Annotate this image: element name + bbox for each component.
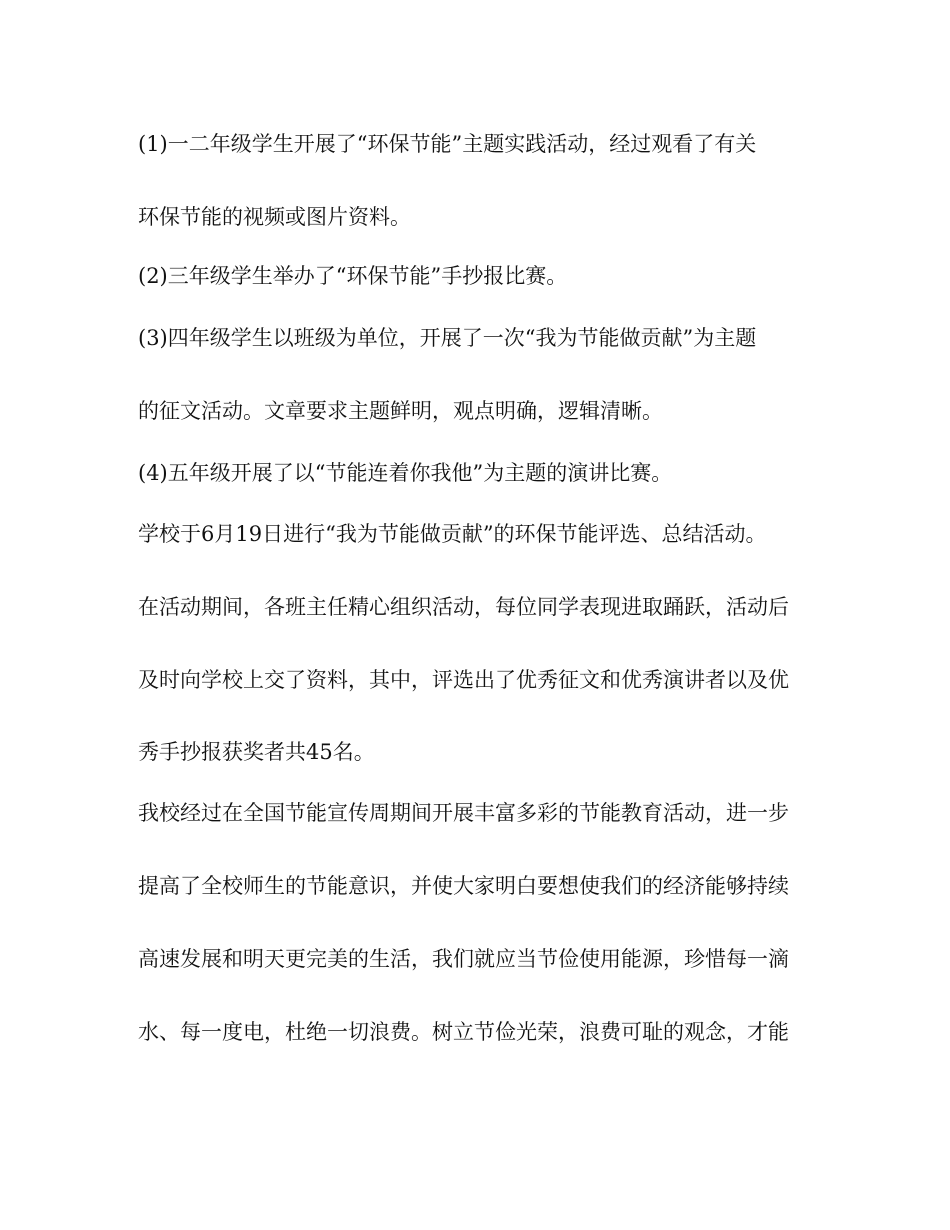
paragraph-line: (2)三年级学生举办了“环保节能”手抄报比赛。: [138, 264, 568, 288]
paragraph-line: (4)五年级开展了以“节能连着你我他”为主题的演讲比赛。: [138, 461, 673, 485]
paragraph-line: (1)一二年级学生开展了“环保节能”主题实践活动，经过观看了有关: [138, 132, 757, 156]
paragraph-line: 秀手抄报获奖者共45名。: [138, 740, 375, 764]
paragraph-line: 及时向学校上交了资料，其中，评选出了优秀征文和优秀演讲者以及优: [138, 668, 789, 692]
paragraph-line: 学校于6月19日进行“我为节能做贡献”的环保节能评选、总结活动。: [138, 522, 767, 546]
paragraph-line: 在活动期间，各班主任精心组织活动，每位同学表现进取踊跃，活动后: [138, 595, 789, 619]
paragraph-line: 高速发展和明天更完美的生活，我们就应当节俭使用能源，珍惜每一滴: [138, 947, 789, 971]
paragraph-line: (3)四年级学生以班级为单位，开展了一次“我为节能做贡献”为主题: [138, 326, 757, 350]
paragraph-line: 环保节能的视频或图片资料。: [138, 205, 411, 229]
paragraph-line: 水、每一度电，杜绝一切浪费。树立节俭光荣，浪费可耻的观念，才能: [138, 1020, 789, 1044]
paragraph-line: 提高了全校师生的节能意识，并使大家明白要想使我们的经济能够持续: [138, 874, 789, 898]
paragraph-line: 的征文活动。文章要求主题鲜明，观点明确，逻辑清晰。: [138, 399, 663, 423]
paragraph-line: 我校经过在全国节能宣传周期间开展丰富多彩的节能教育活动，进一步: [138, 801, 789, 825]
